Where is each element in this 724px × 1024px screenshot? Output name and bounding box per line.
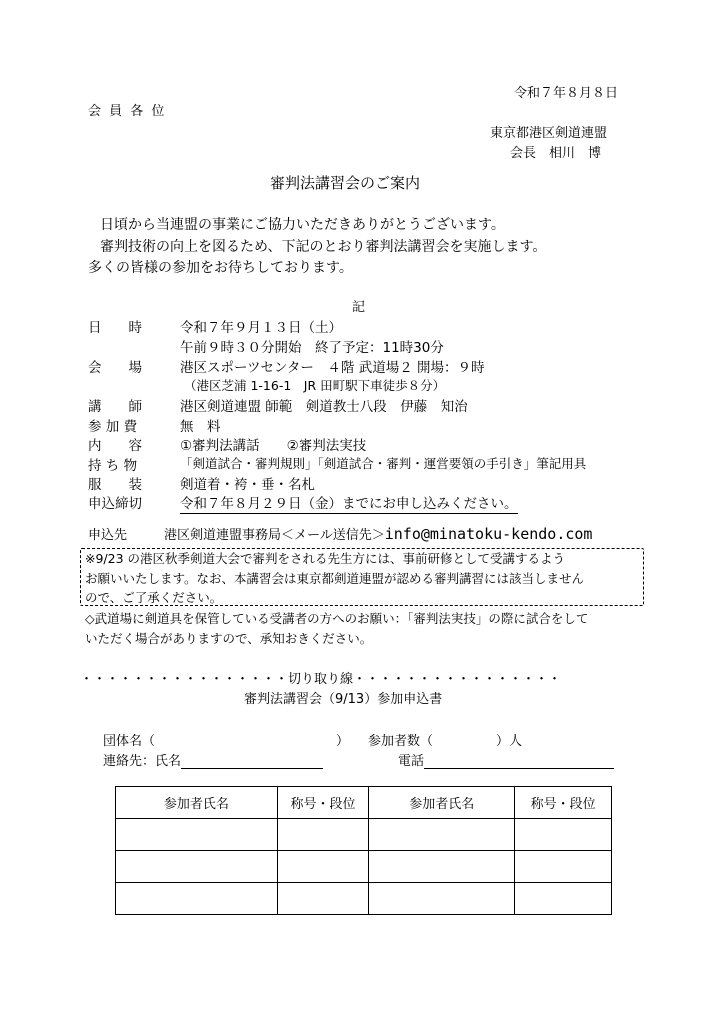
table-cell[interactable] <box>369 819 515 851</box>
lecturer-label: 講 師 <box>88 399 142 415</box>
venue-value: 港区スポーツセンター ４階 武道場２ 開場：９時 <box>180 360 485 376</box>
sender-organization: 東京都港区剣道連盟 <box>490 126 608 141</box>
table-cell[interactable] <box>515 883 612 915</box>
participant-table <box>115 786 612 915</box>
header-participant-name-2: 参加者氏名 <box>369 787 515 819</box>
table-cell[interactable] <box>116 819 278 851</box>
phone-label: 電話 <box>398 754 425 769</box>
table-row <box>116 851 612 883</box>
group-label: 団体名（ <box>103 734 156 749</box>
cut-label: 切り取り線 <box>288 672 354 687</box>
venue-address: （港区芝浦 1-16-1 JR 田町駅下車徒歩８分） <box>184 378 446 393</box>
apply-label: 申込先 <box>88 528 128 543</box>
deadline-label: 申込締切 <box>88 496 142 512</box>
table-cell[interactable] <box>277 851 369 883</box>
table-row <box>116 819 612 851</box>
venue-label: 会 場 <box>88 360 142 376</box>
notice-line-3: ので、ご了承ください。 <box>85 590 223 605</box>
dress-label: 服 装 <box>88 477 142 493</box>
count-label: 参加者数（ <box>368 734 434 749</box>
fee-value: 無 料 <box>180 419 221 435</box>
table-cell[interactable] <box>515 819 612 851</box>
apply-email-link[interactable]: info@minatoku-kendo.com <box>384 525 593 543</box>
items-label: 持 ち 物 <box>88 458 138 474</box>
recipient: 会 員 各 位 <box>88 104 167 119</box>
table-cell[interactable] <box>369 851 515 883</box>
table-cell[interactable] <box>277 819 369 851</box>
header-rank-1: 称号・段位 <box>277 787 369 819</box>
notice-line-2: お願いいたします。なお、本講習会は東京都剣道連盟が認める審判講習には該当しません <box>85 571 585 586</box>
contact-field <box>103 750 323 769</box>
contact-name-blank[interactable] <box>181 754 323 769</box>
phone-blank[interactable] <box>424 754 614 769</box>
intro-line-3: 多くの皆様の参加をお待ちしております。 <box>88 260 353 276</box>
date-label: 日 時 <box>88 320 142 336</box>
header-participant-name-1: 参加者氏名 <box>116 787 278 819</box>
sender-name: 会長 相川 博 <box>510 146 602 161</box>
table-header-row <box>116 787 612 819</box>
content-value: ①審判法講話 ②審判法実技 <box>180 438 367 454</box>
cut-dots-left: ・・・・・・・・・・・・・・・・ <box>80 672 289 687</box>
form-title: 審判法講習会（9/13）参加申込書 <box>244 692 443 707</box>
count-close: ）人 <box>496 734 523 749</box>
intro-line-1: 日頃から当連盟の事業にご協力いただきありがとうございます。 <box>100 217 505 233</box>
group-close: ） <box>336 734 350 749</box>
page-title: 審判法講習会のご案内 <box>270 174 421 192</box>
table-cell[interactable] <box>116 883 278 915</box>
apply-destination <box>164 524 592 543</box>
date-value: 令和７年９月１３日（土） <box>180 320 342 336</box>
phone-field <box>398 750 614 769</box>
table-row <box>116 883 612 915</box>
items-value: 「剣道試合・審判規則」「剣道試合・審判・運営要領の手引き」筆記用具 <box>180 456 587 471</box>
header-rank-2: 称号・段位 <box>515 787 612 819</box>
dress-value: 剣道着・袴・垂・名札 <box>180 477 315 493</box>
table-cell[interactable] <box>369 883 515 915</box>
cut-line <box>80 668 561 687</box>
table-cell[interactable] <box>116 851 278 883</box>
extra-note-line-1: ◇武道場に剣道具を保管している受講者の方へのお願い：「審判法実技」の際に試合をして <box>85 611 589 626</box>
contact-label: 連絡先：氏名 <box>103 754 182 769</box>
apply-dest-text: 港区剣道連盟事務局＜メール送信先＞ <box>164 528 385 543</box>
lecturer-value: 港区剣道連盟 師範 剣道教士八段 伊藤 知治 <box>180 399 468 415</box>
deadline-value: 令和７年８月２９日（金）までにお申し込みください。 <box>180 492 518 514</box>
cut-dots-right: ・・・・・・・・・・・・・・・・ <box>353 672 562 687</box>
table-cell[interactable] <box>277 883 369 915</box>
content-label: 内 容 <box>88 438 142 454</box>
group-field <box>103 730 155 749</box>
ki-heading: 記 <box>352 300 366 315</box>
intro-line-2: 審判技術の向上を図るため、下記のとおり審判法講習会を実施します。 <box>100 239 547 255</box>
time-value: 午前９時３０分開始 終了予定：11時30分 <box>180 340 444 356</box>
fee-label: 参 加 費 <box>88 419 138 435</box>
document-date: 令和７年８月８日 <box>514 86 619 101</box>
table-cell[interactable] <box>515 851 612 883</box>
notice-line-1: ※9/23 の港区秋季剣道大会で審判をされる先生方には、事前研修として受講するよう <box>85 551 566 566</box>
extra-note-line-2: いただく場合がありますので、承知おきください。 <box>85 631 373 646</box>
